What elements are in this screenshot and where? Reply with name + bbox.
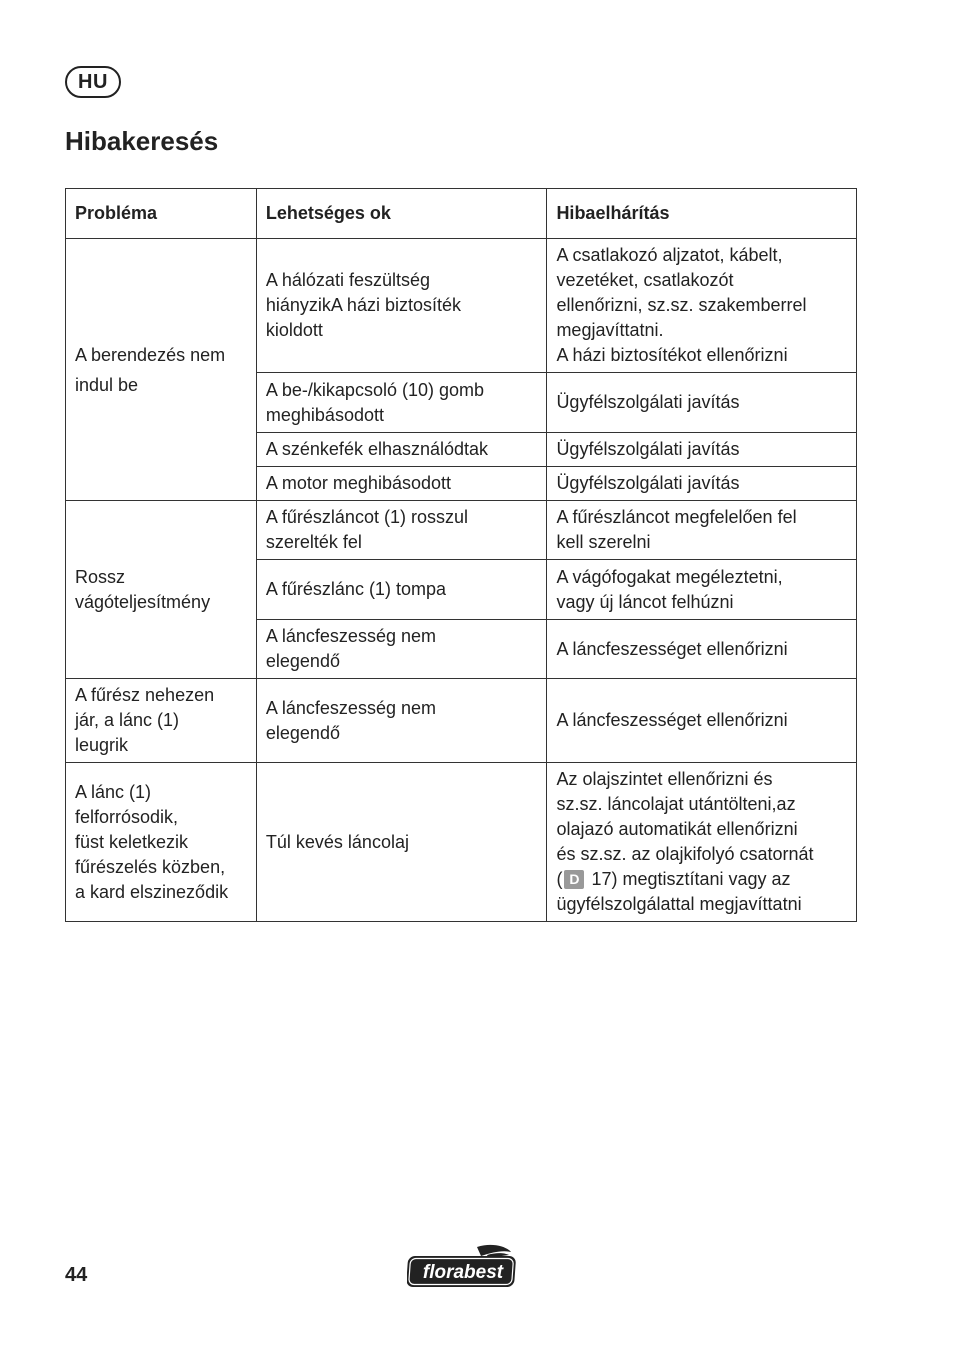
fix-cell: A vágófogakat megéleztetni, vagy új láncot felhúzni [547, 560, 857, 620]
problem-cell: A lánc (1) felforrósodik, füst keletkezik fűrészelés közben, a kard elszineződik [66, 763, 257, 922]
header-problem: Probléma [66, 189, 257, 239]
fix-cell: Ügyfélszolgálati javítás [547, 467, 857, 501]
svg-text:florabest: florabest [422, 1262, 504, 1283]
page-number: 44 [65, 1264, 88, 1286]
fix-cell: A fűrészláncot megfelelően fel kell szerelni [547, 501, 857, 560]
problem-cell: A berendezés nem indul be [66, 239, 257, 501]
fix-cell: A csatlakozó aljzatot, kábelt, vezetéket, csatlakozót ellenőrizni, sz.sz. szakemberrel megjavíttatni. A házi biztosítékot ellenőrizni [547, 239, 857, 373]
cause-cell: A motor meghibásodott [256, 467, 547, 501]
fix-text-part: 17) megtisztítani vagy az ügyfélszolgálattal megjavíttatni [556, 869, 802, 914]
table-row [66, 679, 857, 763]
table-row [66, 501, 857, 560]
cause-cell: A szénkefék elhasználódtak [256, 433, 547, 467]
fix-cell: Ügyfélszolgálati javítás [547, 373, 857, 433]
florabest-logo [407, 1244, 519, 1290]
fix-cell [547, 763, 857, 922]
cause-cell: A láncfeszesség nem elegendő [256, 620, 547, 679]
header-fix: Hibaelhárítás [547, 189, 857, 239]
fix-text-part: Az olajszintet ellenőrizni és sz.sz. láncolajat utántölteni,az olajazó automatikát ellenőrizni és sz.sz. az olajkifolyó csatornát ( [556, 769, 814, 889]
page-title: Hibakeresés [65, 126, 219, 156]
problem-cell: Rossz vágóteljesítmény [66, 501, 257, 679]
language-badge: HU [65, 66, 121, 98]
cause-cell: Túl kevés láncolaj [256, 763, 547, 922]
fix-cell: A láncfeszességet ellenőrizni [547, 620, 857, 679]
problem-cell: A fűrész nehezen jár, a lánc (1) leugrik [66, 679, 257, 763]
table-header-row [66, 189, 857, 239]
figure-d-reference-icon: D [564, 870, 584, 889]
fix-cell: Ügyfélszolgálati javítás [547, 433, 857, 467]
cause-cell: A fűrészlánc (1) tompa [256, 560, 547, 620]
table-row [66, 239, 857, 373]
header-cause: Lehetséges ok [256, 189, 547, 239]
fix-cell: A láncfeszességet ellenőrizni [547, 679, 857, 763]
cause-cell: A hálózati feszültség hiányzikA házi biztosíték kioldott [256, 239, 547, 373]
cause-cell: A láncfeszesség nem elegendő [256, 679, 547, 763]
cause-cell: A be-/kikapcsoló (10) gomb meghibásodott [256, 373, 547, 433]
table-row [66, 763, 857, 922]
troubleshooting-table [65, 188, 857, 922]
cause-cell: A fűrészláncot (1) rosszul szerelték fel [256, 501, 547, 560]
